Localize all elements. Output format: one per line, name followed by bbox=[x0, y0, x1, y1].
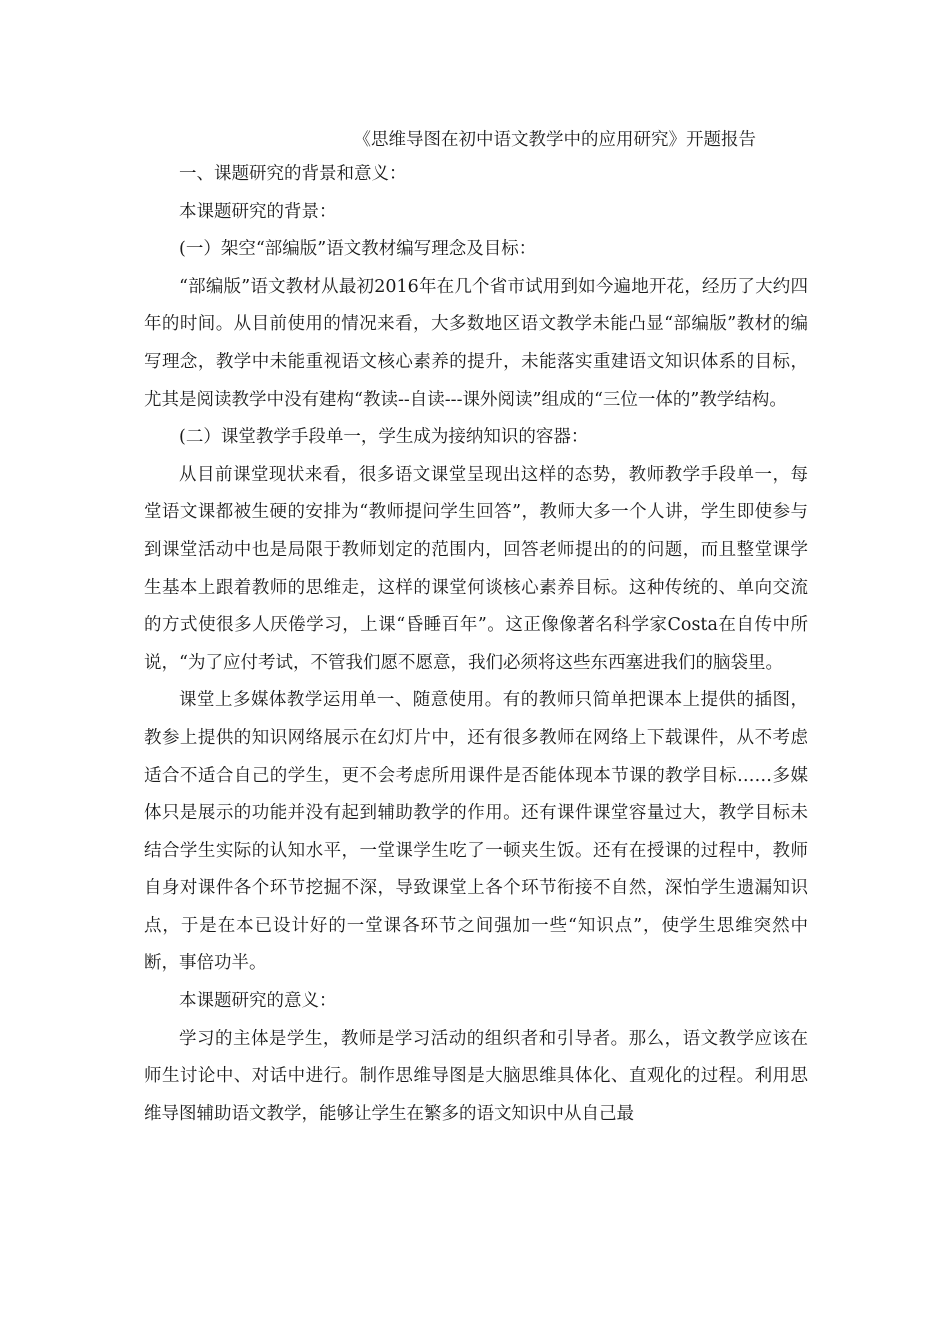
subheading-point-one: (一）架空“部编版”语文教材编写理念及目标： bbox=[179, 239, 537, 260]
paragraph-classroom-status: 从目前课堂现状来看，很多语文课堂呈现出这样的态势，教师教学手段单一，每堂语文课都被生硬的安排为“教师提问学生回答”，教师大多一个人讲，学生即使参与到课堂活动中也是局限于教师划定的范围内，回答老师提出的的问题，而且整堂课学生基本上跟着教师的思维走，这样的课堂何谈核心素养目标。这种传统的、单向交流的方式使很多人厌倦学习，上课“昏睡百年”。这正像像著名科学家Costa在自传中所说，“为了应付考试，不管我们愿不愿意，我们必须将这些东西塞进我们的脑袋里。 bbox=[144, 464, 808, 673]
document-title: 《思维导图在初中语文教学中的应用研究》开题报告 bbox=[353, 130, 756, 150]
section-heading-background-significance: 一、课题研究的背景和意义： bbox=[179, 164, 407, 184]
paragraph-textbook: “部编版”语文教材从最初2016年在几个省市试用到如今遍地开花，经历了大约四年的时间。从目前使用的情况来看，大多数地区语文教学未能凸显“部编版”教材的编写理念，教学中未能重视语文核心素养的提升，未能落实重建语文知识体系的目标，尤其是阅读教学中没有建构“教读--自读---课外阅读”组成的“三位一体的”教学结构。 bbox=[144, 276, 808, 410]
paragraph-significance: 学习的主体是学生，教师是学习活动的组织者和引导者。那么，语文教学应该在师生讨论中、对话中进行。制作思维导图是大脑思维具体化、直观化的过程。利用思维导图辅助语文教学，能够让学生在繁多的语文知识中从自己最 bbox=[144, 1028, 808, 1124]
subheading-background: 本课题研究的背景： bbox=[179, 201, 337, 222]
paragraph-multimedia: 课堂上多媒体教学运用单一、随意使用。有的教师只简单把课本上提供的插图，教参上提供的知识网络展示在幻灯片中，还有很多教师在网络上下载课件，从不考虑适合不适合自己的学生，更不会考虑所用课件是否能体现本节课的教学目标……多媒体只是展示的功能并没有起到辅助教学的作用。还有课件课堂容量过大，教学目标未结合学生实际的认知水平，一堂课学生吃了一顿夹生饭。还有在授课的过程中，教师自身对课件各个环节挖掘不深，导致课堂上各个环节衔接不自然，深怕学生遗漏知识点，于是在本已设计好的一堂课各环节之间强加一些“知识点”，使学生思维突然中断，事倍功半。 bbox=[144, 690, 808, 974]
document-body bbox=[144, 124, 808, 1133]
subheading-significance: 本课题研究的意义： bbox=[179, 991, 337, 1012]
subheading-point-two: (二）课堂教学手段单一，学生成为接纳知识的容器： bbox=[179, 427, 589, 448]
